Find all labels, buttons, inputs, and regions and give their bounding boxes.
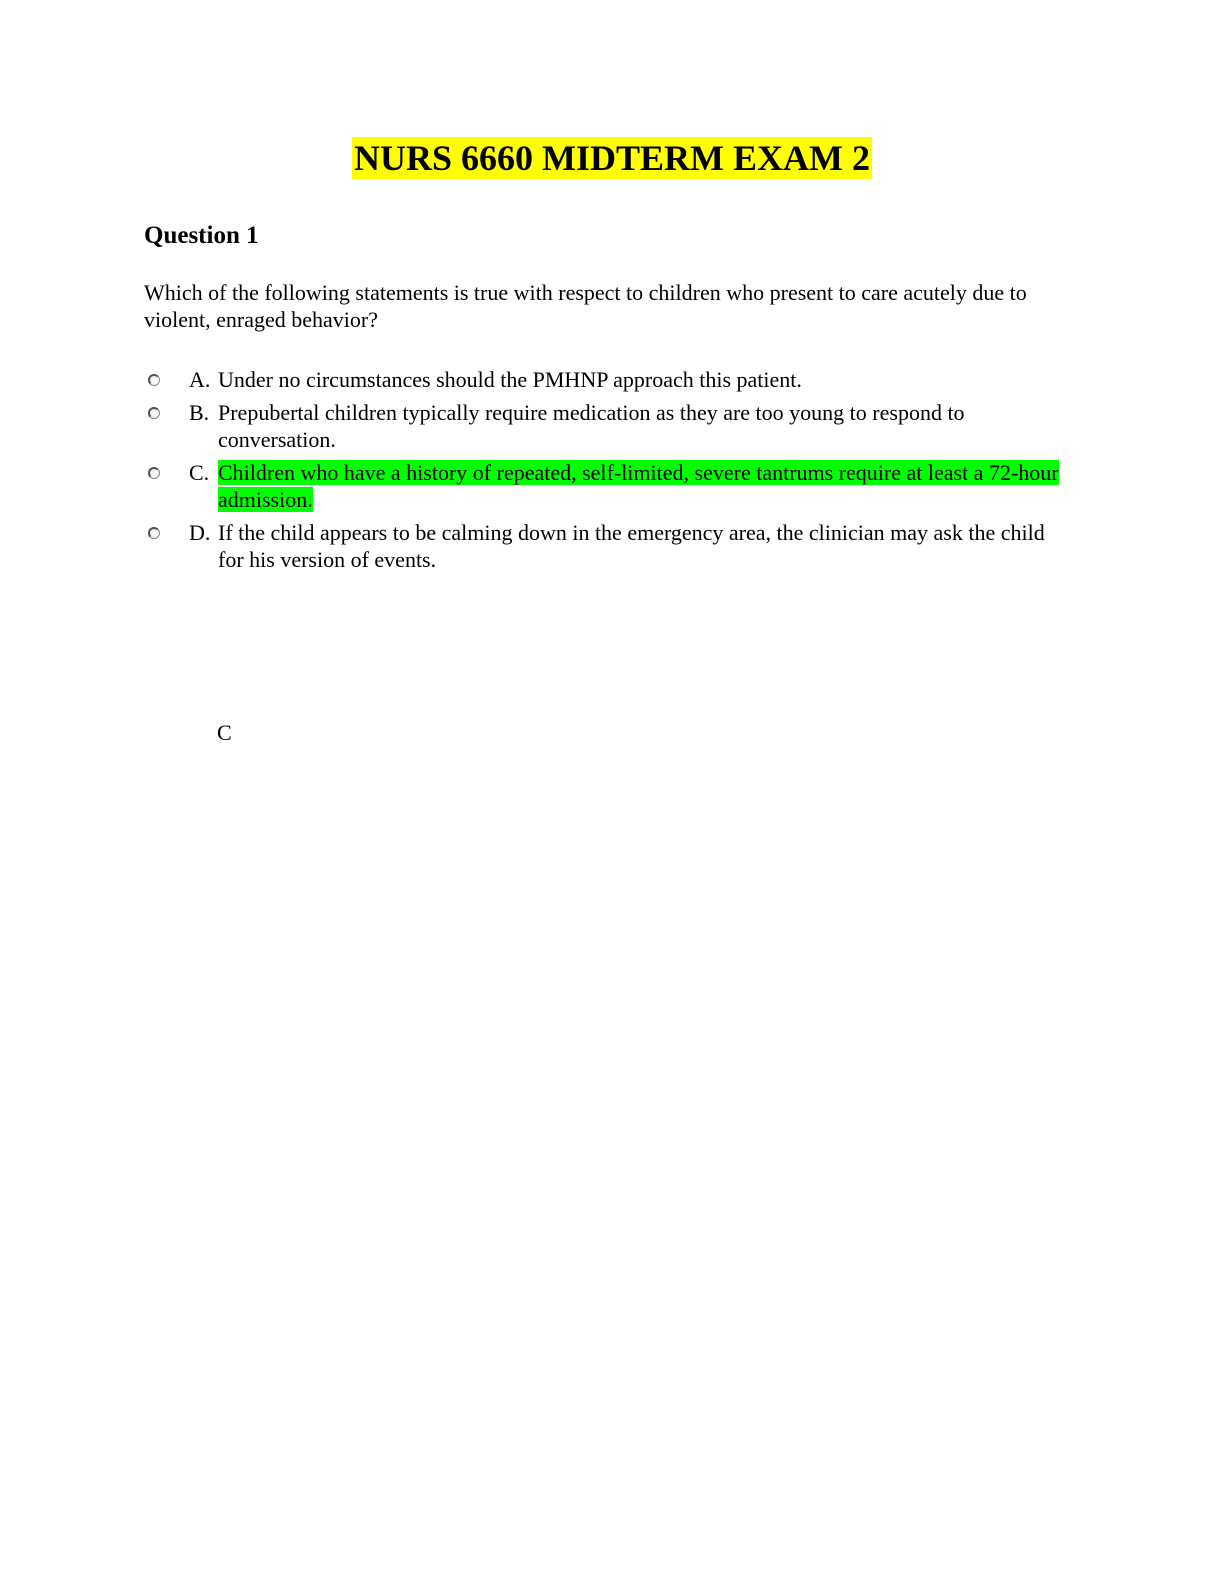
option-a[interactable] xyxy=(144,366,1074,393)
option-text-content: Under no circumstances should the PMHNP approach this patient. xyxy=(218,367,802,392)
question-text: Which of the following statements is true with respect to children who present to care acutely due to violent, enraged behavior? xyxy=(144,280,1027,332)
option-letter: A. xyxy=(189,367,211,392)
radio-button-icon[interactable] xyxy=(148,527,160,539)
option-text-content: If the child appears to be calming down in the emergency area, the clinician may ask the child for his version of events. xyxy=(218,520,1045,572)
option-letter: D. xyxy=(189,520,211,545)
option-text xyxy=(218,399,1074,453)
option-text xyxy=(218,459,1074,513)
answer-key: C xyxy=(217,720,232,745)
radio-button-icon[interactable] xyxy=(148,374,160,386)
option-text xyxy=(218,519,1074,573)
option-text xyxy=(218,366,1074,393)
option-text-content: Children who have a history of repeated, self-limited, severe tantrums require at least a 72-hour admission. xyxy=(218,460,1059,512)
option-d[interactable] xyxy=(144,519,1074,573)
option-text-content: Prepubertal children typically require medication as they are too young to respond to conversation. xyxy=(218,400,965,452)
radio-button-icon[interactable] xyxy=(148,407,160,419)
option-b[interactable] xyxy=(144,399,1074,453)
answer-options xyxy=(144,366,1074,579)
title-container xyxy=(0,137,1224,179)
document-title: NURS 6660 MIDTERM EXAM 2 xyxy=(354,138,870,178)
option-c[interactable] xyxy=(144,459,1074,513)
radio-button-icon[interactable] xyxy=(148,467,160,479)
option-letter: B. xyxy=(189,400,210,425)
option-letter: C. xyxy=(189,460,210,485)
question-heading: Question 1 xyxy=(144,222,259,249)
